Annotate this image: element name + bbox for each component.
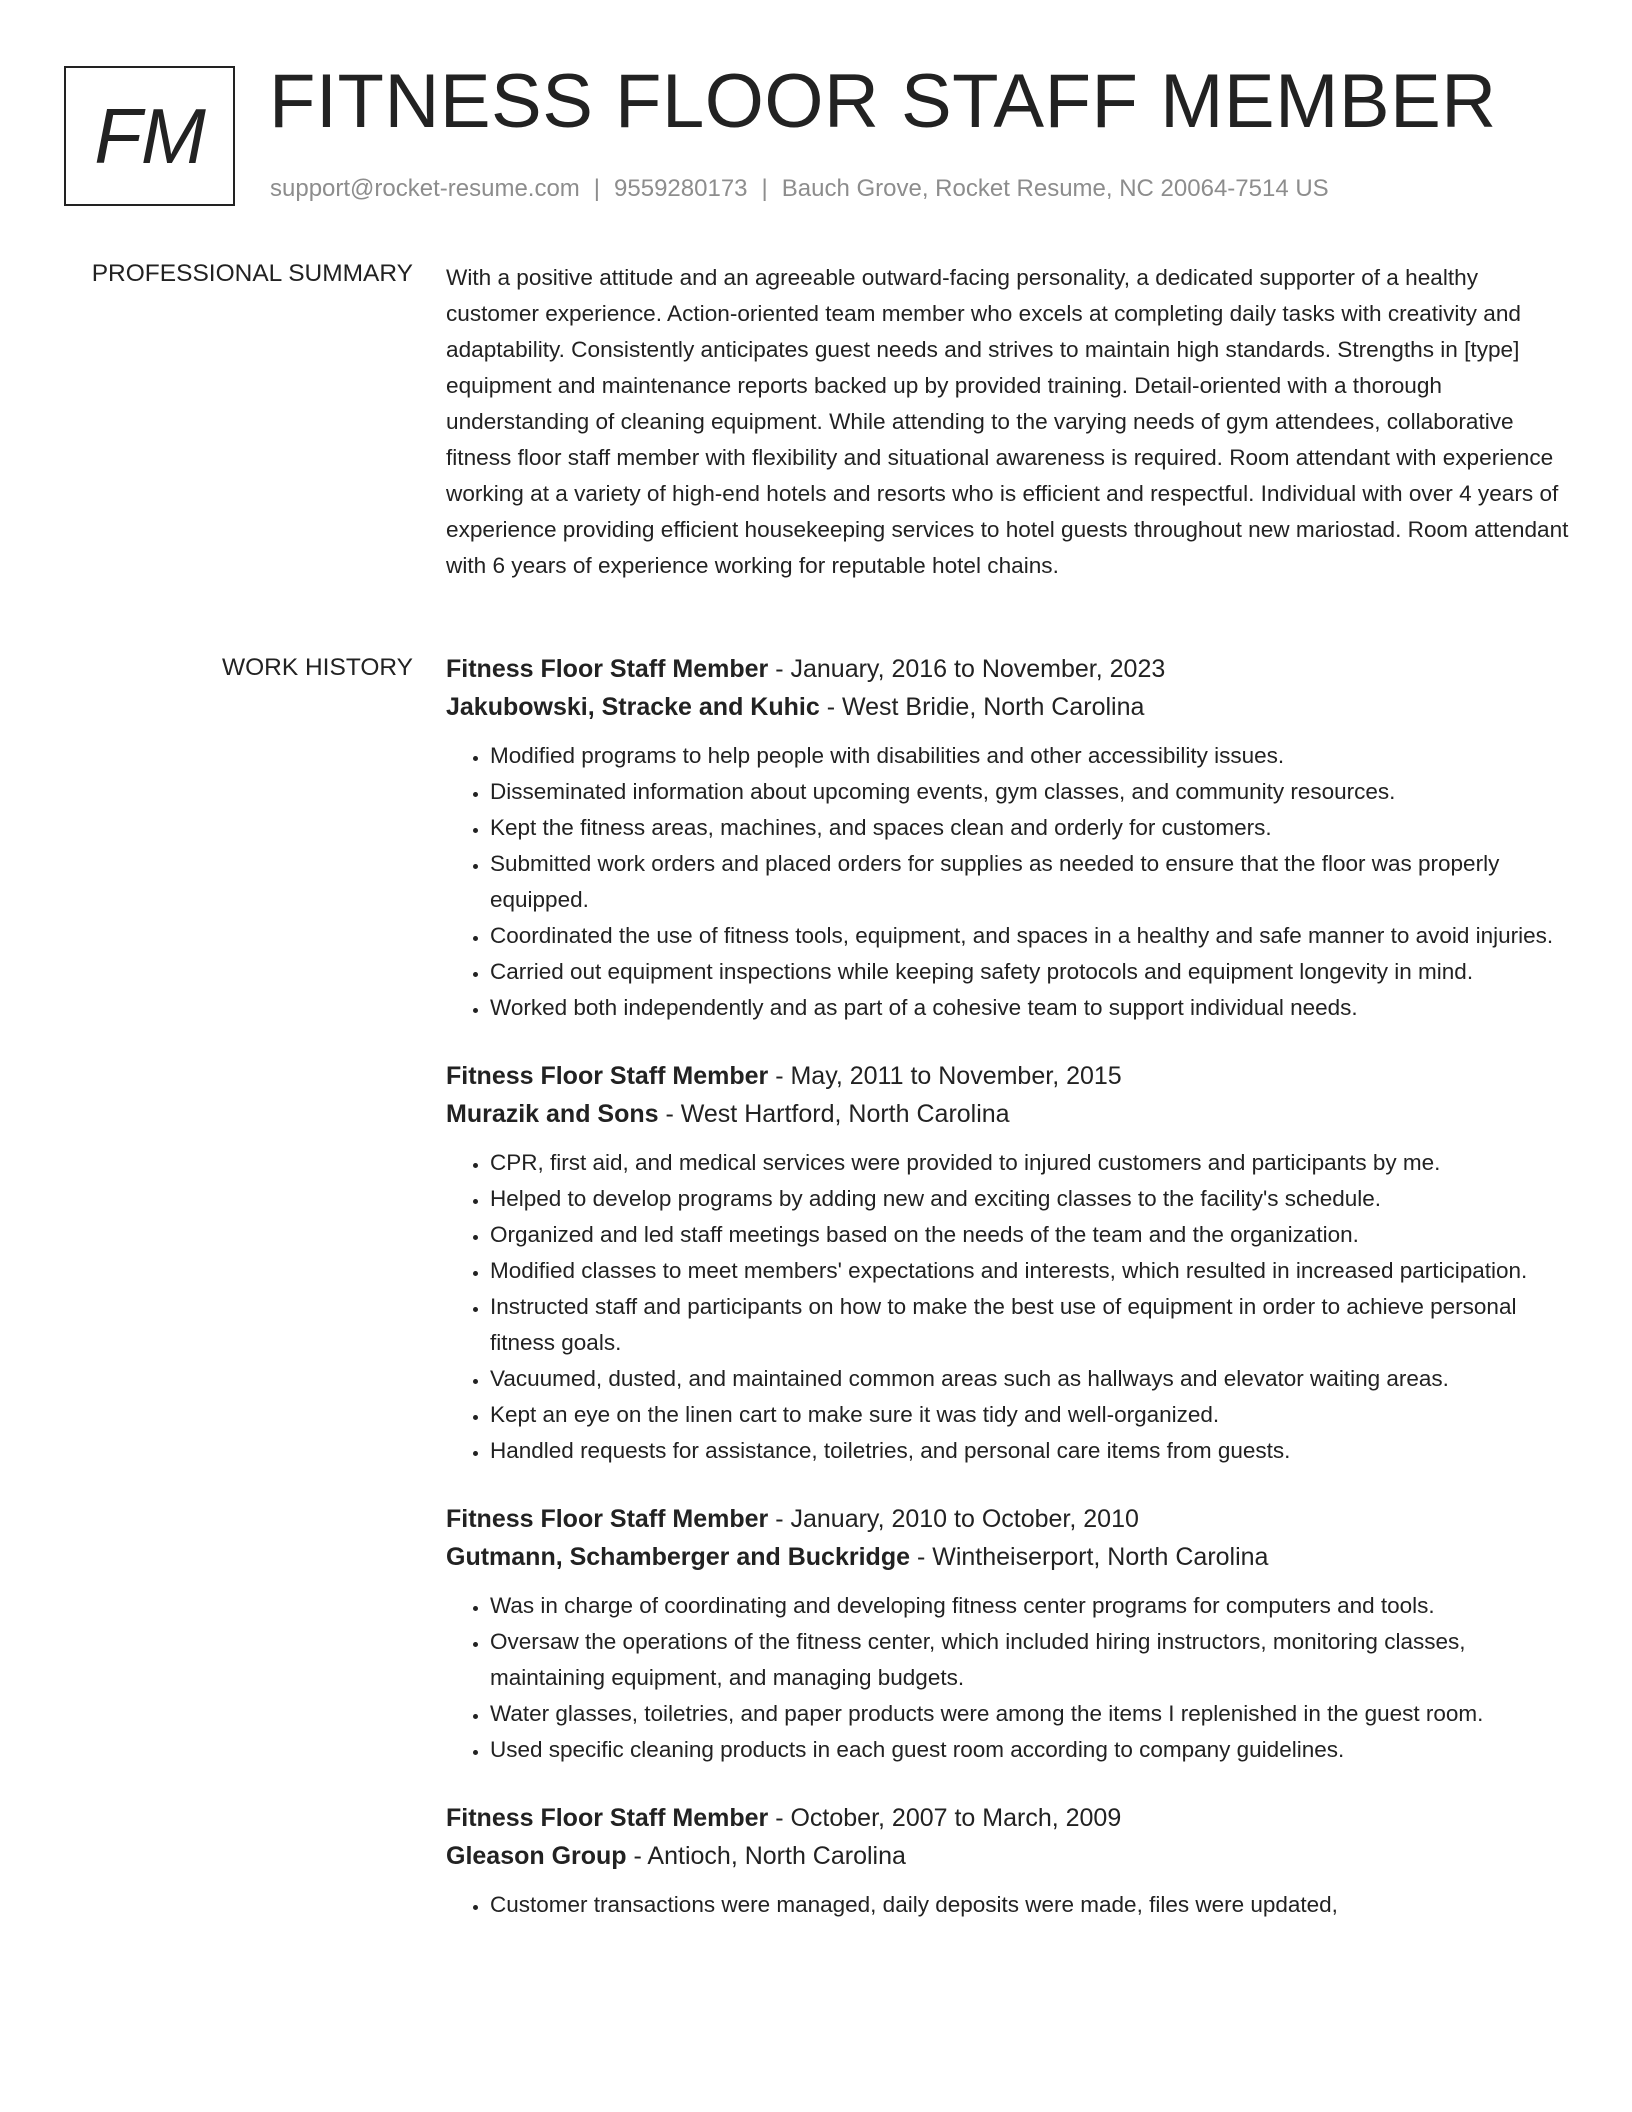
job-duties-list	[446, 1145, 1576, 1469]
job-company-line	[446, 1837, 1576, 1875]
job-entry	[446, 1799, 1576, 1923]
job-location: - West Bridie, North Carolina	[819, 693, 1145, 721]
job-duties-list	[446, 1887, 1576, 1923]
job-location: - West Hartford, North Carolina	[658, 1100, 1010, 1128]
job-duty-item: • Oversaw the operations of the fitness center, which included hiring instructors, monitoring classes, maintaining equipment, and managing budgets.	[490, 1624, 1576, 1696]
monogram-badge: FM	[64, 66, 235, 206]
job-location: - Antioch, North Carolina	[626, 1842, 906, 1870]
job-title-line	[446, 1799, 1576, 1837]
job-title: Fitness Floor Staff Member	[446, 1505, 769, 1533]
job-duty-item: • Water glasses, toiletries, and paper products were among the items I replenished in the guest room.	[490, 1696, 1576, 1732]
job-duties-list	[446, 738, 1576, 1026]
job-title: Fitness Floor Staff Member	[446, 655, 769, 683]
contact-phone: 9559280173	[614, 175, 748, 202]
job-company: Murazik and Sons	[446, 1100, 659, 1128]
job-duty-item: • Disseminated information about upcoming events, gym classes, and community resources.	[490, 774, 1576, 810]
job-duty-item: • Vacuumed, dusted, and maintained common areas such as hallways and elevator waiting areas.	[490, 1361, 1576, 1397]
contact-separator: |	[761, 175, 768, 202]
job-duty-item: • Modified classes to meet members' expectations and interests, which resulted in increased participation.	[490, 1253, 1576, 1289]
summary-heading: PROFESSIONAL SUMMARY	[91, 260, 413, 287]
job-company-line	[446, 1095, 1576, 1133]
job-company-line	[446, 1538, 1576, 1576]
job-company-line	[446, 688, 1576, 726]
contact-email: support@rocket-resume.com	[270, 175, 580, 202]
job-list	[446, 650, 1576, 1954]
job-duty-item: • Submitted work orders and placed orders for supplies as needed to ensure that the floor was properly equipped.	[490, 846, 1576, 918]
work-history-heading: WORK HISTORY	[221, 654, 413, 681]
job-duties-list	[446, 1588, 1576, 1768]
job-duty-item: • Modified programs to help people with disabilities and other accessibility issues.	[490, 738, 1576, 774]
job-duty-item: • Used specific cleaning products in each guest room according to company guidelines.	[490, 1732, 1576, 1768]
resume-title: FITNESS FLOOR STAFF MEMBER	[269, 59, 1497, 144]
job-title: Fitness Floor Staff Member	[446, 1062, 769, 1090]
job-company: Gleason Group	[446, 1842, 627, 1870]
job-title-line	[446, 1500, 1576, 1538]
job-company: Gutmann, Schamberger and Buckridge	[446, 1543, 910, 1571]
job-company: Jakubowski, Stracke and Kuhic	[446, 693, 820, 721]
job-duty-item: • Kept an eye on the linen cart to make sure it was tidy and well-organized.	[490, 1397, 1576, 1433]
job-title: Fitness Floor Staff Member	[446, 1804, 769, 1832]
job-entry	[446, 650, 1576, 1026]
job-duty-item: • Handled requests for assistance, toiletries, and personal care items from guests.	[490, 1433, 1576, 1469]
job-title-line	[446, 1057, 1576, 1095]
job-dates: - October, 2007 to March, 2009	[768, 1804, 1122, 1832]
job-duty-item: • Customer transactions were managed, daily deposits were made, files were updated,	[490, 1887, 1576, 1923]
job-duty-item: • Coordinated the use of fitness tools, equipment, and spaces in a healthy and safe manner to avoid injuries.	[490, 918, 1576, 954]
job-duty-item: • Worked both independently and as part of a cohesive team to support individual needs.	[490, 990, 1576, 1026]
job-location: - Wintheiserport, North Carolina	[910, 1543, 1269, 1571]
job-title-line	[446, 650, 1576, 688]
job-entry	[446, 1057, 1576, 1469]
job-dates: - January, 2016 to November, 2023	[768, 655, 1166, 683]
job-dates: - May, 2011 to November, 2015	[768, 1062, 1122, 1090]
job-duty-item: • Organized and led staff meetings based on the needs of the team and the organization.	[490, 1217, 1576, 1253]
job-dates: - January, 2010 to October, 2010	[768, 1505, 1139, 1533]
contact-line	[270, 175, 1329, 203]
job-duty-item: • Kept the fitness areas, machines, and spaces clean and orderly for customers.	[490, 810, 1576, 846]
summary-text: With a positive attitude and an agreeable outward-facing personality, a dedicated supporter of a healthy customer experience. Action-oriented team member who excels at completing daily tasks with creativity and adaptability. Consistently anticipates guest needs and strives to maintain high standards. Strengths in [type] equipment and maintenance reports backed up by provided training. Detail-oriented with a thorough understanding of cleaning equipment. While attending to the varying needs of gym attendees, collaborative fitness floor staff member with flexibility and situational awareness is required. Room attendant with experience working at a variety of high-end hotels and resorts who is efficient and respectful. Individual with over 4 years of experience providing efficient housekeeping services to hotel guests throughout new mariostad. Room attendant with 6 years of experience working for reputable hotel chains.	[446, 265, 1569, 578]
job-entry	[446, 1500, 1576, 1768]
job-duty-item: • Carried out equipment inspections while keeping safety protocols and equipment longevity in mind.	[490, 954, 1576, 990]
summary-body	[446, 260, 1576, 584]
job-duty-item: • CPR, first aid, and medical services were provided to injured customers and participants by me.	[490, 1145, 1576, 1181]
resume-header	[64, 59, 1592, 210]
job-duty-item: • Was in charge of coordinating and developing fitness center programs for computers and tools.	[490, 1588, 1576, 1624]
job-duty-item: • Helped to develop programs by adding new and exciting classes to the facility's schedule.	[490, 1181, 1576, 1217]
job-duty-item: • Instructed staff and participants on how to make the best use of equipment in order to achieve personal fitness goals.	[490, 1289, 1576, 1361]
contact-separator: |	[593, 175, 601, 202]
contact-address: Bauch Grove, Rocket Resume, NC 20064-7514 US	[781, 175, 1329, 202]
